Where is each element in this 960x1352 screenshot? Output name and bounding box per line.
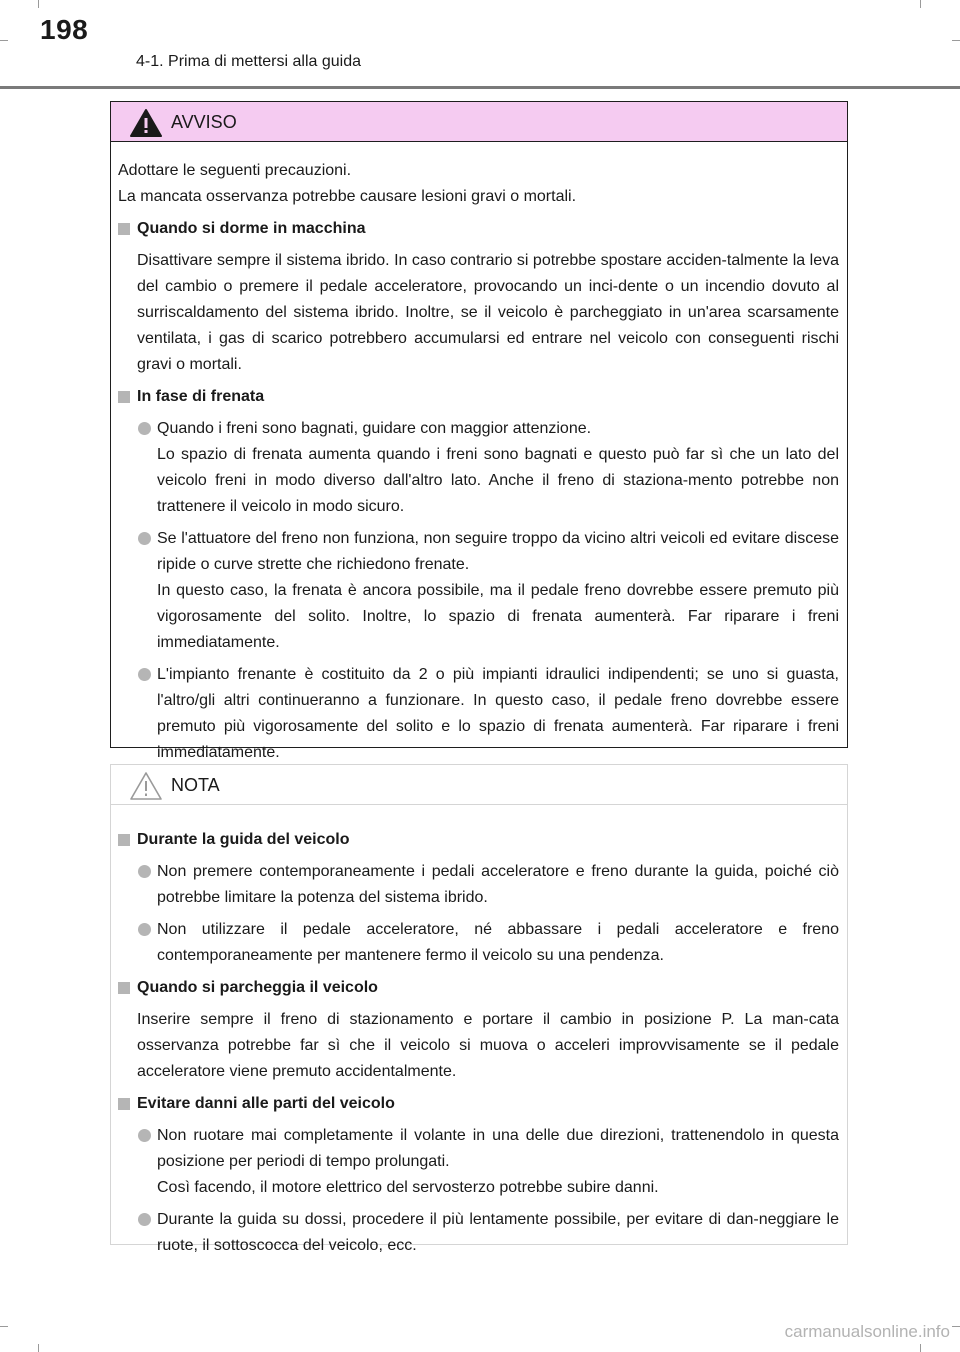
header-rule — [0, 86, 960, 89]
section — [118, 1091, 839, 1259]
warning-triangle-icon — [129, 108, 163, 138]
bullet-item — [118, 662, 839, 766]
bullet-paragraph: L'impianto frenante è costituito da 2 o più impianti idraulici indipendenti; se uno si guasta, l'altro/gli altri continueranno a funzionare. In questo caso, il pedale freno dovrebbe essere premuto più vigorosamente del solito e lo spazio di frenata aumenterà. Far riparare i freni immediatamente. — [157, 666, 839, 761]
crop-mark — [0, 40, 8, 41]
square-bullet-icon — [118, 223, 130, 235]
bullet-paragraph: Se l'attuatore del freno non funziona, non seguire troppo da vicino altri veicoli ed evitare discese ripide o curve strette che richiedono frenate. — [157, 530, 839, 573]
section-heading: Quando si dorme in macchina — [137, 220, 366, 237]
section-heading: Quando si parcheggia il veicolo — [137, 979, 378, 996]
section-text: Inserire sempre il freno di stazionamento e portare il cambio in posizione P. La man-cata osservanza potrebbe far sì che il veicolo si muova o acceleri improvvisamente se il pedale acceleratore viene premuto accidentalmente. — [137, 1011, 839, 1080]
bullet-paragraph: Non utilizzare il pedale acceleratore, né abbassare i pedali acceleratore e freno contemporaneamente per mantenere fermo il veicolo su una pendenza. — [157, 921, 839, 964]
crop-mark — [952, 1326, 960, 1327]
bullet-paragraph: Non premere contemporaneamente i pedali acceleratore e freno durante la guida, poiché ciò potrebbe limitare la potenza del sistema ibrido. — [157, 863, 839, 906]
crop-mark — [38, 1344, 39, 1352]
intro-line: Adottare le seguenti precauzioni. — [118, 162, 352, 179]
section-heading: Evitare danni alle parti del veicolo — [137, 1095, 395, 1112]
bullet-paragraph: Durante la guida su dossi, procedere il più lentamente possibile, per evitare di dan-neggiare le ruote, il sottoscocca del veicolo, ecc. — [157, 1211, 839, 1254]
note-box — [110, 764, 848, 1254]
square-bullet-icon — [118, 834, 130, 846]
section — [118, 975, 839, 1085]
circle-bullet-icon — [138, 1213, 151, 1226]
section-title: 4-1. Prima di mettersi alla guida — [136, 53, 361, 70]
warning-box — [110, 101, 848, 761]
section-text: Disattivare sempre il sistema ibrido. In caso contrario si potrebbe spostare acciden-talmente la leva del cambio o premere il pedale acceleratore, provocando un inci-dente o un incendio dovuto al surriscaldamento del sistema ibrido. Inoltre, se il veicolo è parcheggiato in un'area scarsamente ventilata, i gas di scarico potrebbero accumularsi ed entrare nel veicolo con conseguenti rischi gravi o mortali. — [137, 252, 839, 373]
bullet-paragraph: Lo spazio di frenata aumenta quando i freni sono bagnati e questo può far sì che un lato del veicolo freni in modo diverso dall'altro lato. Anche il freno di staziona-mento potrebbe non trattenere il veicolo in modo sicuro. — [157, 446, 839, 515]
section-heading: In fase di frenata — [137, 388, 265, 405]
note-box-header — [111, 765, 847, 805]
crop-mark — [0, 1326, 8, 1327]
crop-mark — [920, 1344, 921, 1352]
section — [118, 384, 839, 766]
crop-mark — [920, 0, 921, 8]
square-bullet-icon — [118, 982, 130, 994]
bullet-item — [118, 917, 839, 969]
section — [118, 216, 839, 378]
bullet-item — [118, 859, 839, 911]
bullet-paragraph: Così facendo, il motore elettrico del servosterzo potrebbe subire danni. — [157, 1179, 659, 1196]
circle-bullet-icon — [138, 1129, 151, 1142]
bullet-item — [118, 526, 839, 656]
section-heading: Durante la guida del veicolo — [137, 831, 350, 848]
bullet-paragraph: Quando i freni sono bagnati, guidare con maggior attenzione. — [157, 420, 592, 437]
bullet-paragraph: Non ruotare mai completamente il volante in una delle due direzioni, trattenendolo in questa posizione per periodi di tempo prolungati. — [157, 1127, 839, 1170]
square-bullet-icon — [118, 391, 130, 403]
square-bullet-icon — [118, 1098, 130, 1110]
warning-intro — [118, 158, 839, 210]
circle-bullet-icon — [138, 865, 151, 878]
page-number: 198 — [40, 14, 89, 45]
warning-box-header — [111, 102, 847, 142]
intro-line: La mancata osservanza potrebbe causare lesioni gravi o mortali. — [118, 188, 577, 205]
bullet-item — [118, 1207, 839, 1259]
crop-mark — [952, 40, 960, 41]
circle-bullet-icon — [138, 422, 151, 435]
bullet-paragraph: In questo caso, la frenata è ancora possibile, ma il pedale freno dovrebbe essere premuto più vigorosamente del solito. Inoltre, lo spazio di frenata aumenterà. Far riparare i freni immediatamente. — [157, 582, 839, 651]
circle-bullet-icon — [138, 668, 151, 681]
section — [118, 827, 839, 969]
bullet-item — [118, 416, 839, 520]
circle-bullet-icon — [138, 923, 151, 936]
warning-box-title: AVVISO — [171, 112, 237, 132]
bullet-item — [118, 1123, 839, 1201]
site-watermark: carmanualsonline.info — [784, 1322, 950, 1341]
note-box-title: NOTA — [171, 775, 220, 795]
caution-triangle-icon — [129, 771, 163, 801]
crop-mark — [38, 0, 39, 8]
circle-bullet-icon — [138, 532, 151, 545]
